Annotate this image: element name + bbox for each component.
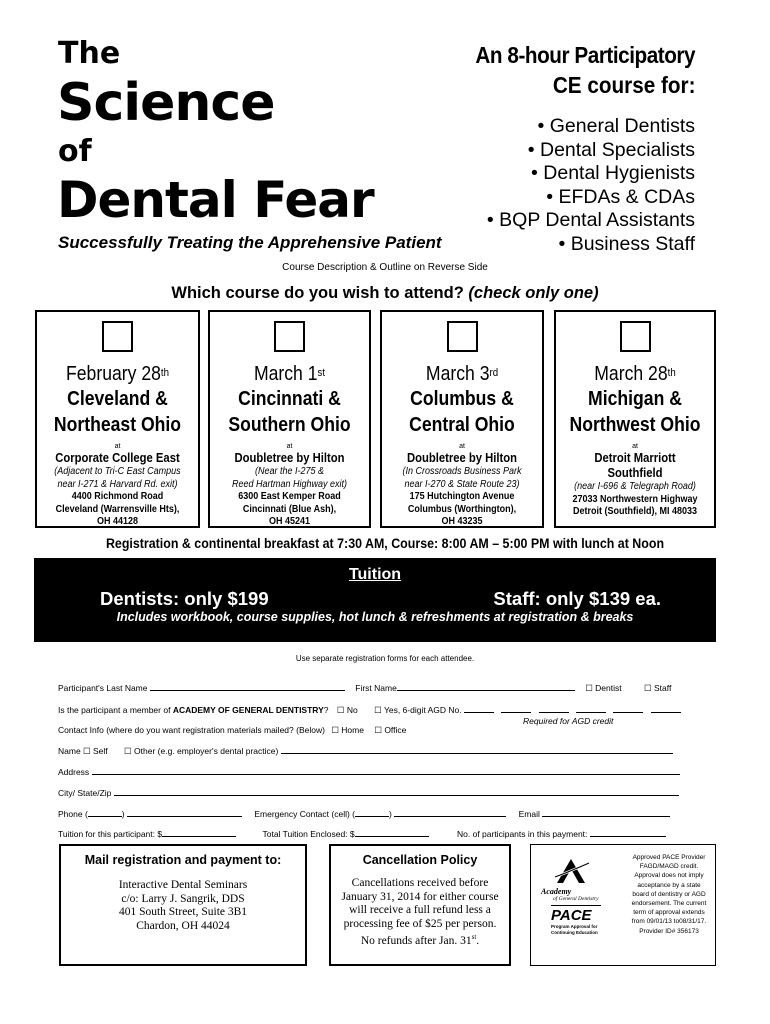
form-row-contact (58, 725, 406, 736)
form-row-city (58, 788, 679, 798)
contact-label: Contact Info (where do you want registration materials mailed? (Below) (58, 725, 325, 735)
agd-logo-subtext: of General Dentistry (553, 896, 599, 902)
num-participants-label: No. of participants in this payment: (457, 829, 588, 839)
emergency-area-field[interactable] (355, 816, 389, 817)
course-checkbox[interactable] (620, 321, 651, 352)
course-checkbox[interactable] (102, 321, 133, 352)
form-row-agd (58, 705, 681, 716)
agd-logo-icon (551, 857, 591, 885)
audience-list (487, 115, 695, 256)
phone-field[interactable] (127, 816, 242, 817)
email-label: Email (518, 809, 540, 819)
course-venue-note: (near I-696 & Telegraph Road) (574, 481, 696, 492)
form-row-name (58, 683, 671, 694)
course-date: February 28th (66, 363, 169, 385)
course-at: at (459, 443, 465, 450)
audience-item: • Business Staff (558, 232, 695, 255)
cancellation-box (329, 844, 511, 966)
agd-digit-field[interactable] (464, 712, 494, 713)
title-dental-fear: Dental Fear (57, 171, 374, 229)
form-row-phone: Phone ( ) Emergency Contact (cell) ( ) Email (58, 809, 670, 819)
course-address: OH 45241 (268, 516, 311, 527)
course-address: OH 43235 (441, 516, 483, 527)
title-of: of (58, 134, 92, 169)
tuition-participant-field[interactable] (162, 836, 236, 837)
course-venue: Doubletree by Hilton (406, 451, 517, 465)
other-name-field[interactable] (281, 753, 673, 754)
name-self-checkbox[interactable]: Name ☐ Self (58, 746, 108, 756)
course-address: 175 Hutchington Avenue (409, 491, 515, 502)
course-description-note: Course Description & Outline on Reverse Side (282, 262, 488, 273)
address-label: Address (58, 767, 90, 777)
agd-logo-text: Academy (541, 887, 572, 896)
course-address: 27033 Northwestern Highway (572, 493, 698, 505)
cancellation-text: Cancellations received before January 31, 2014 for either course will receive a full refund less a processing fee of $25 per person. No refunds after Jan. 31st. (341, 877, 499, 947)
course-venue: Doubletree by Hilton (234, 451, 345, 465)
audience-item: • Dental Specialists (527, 138, 695, 161)
form-row-address (58, 767, 680, 777)
title-the: The (58, 36, 121, 71)
emergency-field[interactable] (394, 816, 506, 817)
pace-logo-sub2: Continuing Education (551, 930, 598, 935)
city-field[interactable] (114, 795, 679, 796)
course-address: 4400 Richmond Road (71, 491, 164, 502)
phone-label: Phone ( (58, 809, 88, 819)
course-city: Michigan & (588, 388, 682, 410)
agd-question: Is the participant a member of ACADEMY OF GENERAL DENTISTRY? (58, 705, 329, 715)
email-field[interactable] (542, 816, 670, 817)
course-region: Northwest Ohio (569, 414, 701, 436)
audience-item: • BQP Dental Assistants (486, 209, 695, 231)
course-venue-note: (Near the I-275 & (254, 466, 325, 477)
course-date: March 1st (253, 363, 326, 385)
pace-approval-text: Approved PACE Provider FAGD/MAGD credit. Approval does not imply acceptance by a state board of dentistry or AGD endorsement. The current term of approval extends from 09/01/13 to08/31/17. Provider ID# 356173 (631, 854, 707, 935)
course-box-columbus (380, 310, 544, 528)
course-box-michigan (554, 310, 716, 528)
which-course-heading (0, 284, 770, 303)
course-city: Cincinnati & (238, 388, 341, 410)
total-tuition-label: Total Tuition Enclosed: $ (262, 829, 355, 839)
course-venue-note: Reed Hartman Highway exit) (231, 478, 348, 490)
course-checkbox[interactable] (274, 321, 305, 352)
which-course-question: Which course do you wish to attend? (171, 284, 464, 302)
ce-heading-line1: An 8-hour Participatory (475, 42, 695, 68)
which-course-note: (check only one) (468, 284, 599, 302)
course-address: Cleveland (Warrensville Hts), (55, 503, 180, 515)
tuition-heading: Tuition (348, 566, 402, 583)
staff-checkbox[interactable]: ☐ Staff (644, 683, 672, 693)
pace-box (530, 844, 716, 966)
pace-logo-sub1: Program Approval for (551, 924, 598, 929)
title-science: Science (57, 73, 275, 133)
course-region: Central Ohio (409, 414, 515, 436)
total-tuition-field[interactable] (355, 836, 429, 837)
course-box-cleveland (35, 310, 200, 528)
tuition-staff: Staff: only $139 ea. (493, 588, 661, 609)
agd-yes-checkbox[interactable]: ☐ Yes, 6-digit AGD No. (374, 705, 462, 715)
course-at: at (114, 443, 121, 450)
home-checkbox[interactable]: ☐ Home (331, 725, 364, 735)
agd-digit-field[interactable] (576, 712, 606, 713)
course-address: 6300 East Kemper Road (238, 491, 341, 502)
subtitle: Successfully Treating the Apprehensive Patient (58, 233, 442, 252)
pace-logo-rule (551, 905, 601, 906)
form-row-tuition (58, 829, 666, 839)
course-city: Columbus & (410, 388, 514, 410)
first-name-label: First Name (355, 683, 397, 693)
audience-item: • EFDAs & CDAs (546, 185, 695, 208)
course-venue-note: near I-271 & Harvard Rd. exit) (57, 478, 178, 490)
phone-area-field[interactable] (88, 816, 122, 817)
city-label: City/ State/Zip (58, 788, 112, 798)
office-checkbox[interactable]: ☐ Office (374, 725, 407, 735)
course-venue: Southfield (607, 466, 663, 480)
tuition-banner (34, 558, 716, 642)
course-region: Southern Ohio (228, 414, 351, 436)
course-region: Northeast Ohio (53, 414, 182, 436)
first-name-field[interactable] (397, 690, 575, 691)
course-venue-note: near I-270 & State Route 23) (404, 478, 520, 490)
emergency-label: Emergency Contact (cell) ( (254, 809, 355, 819)
course-checkbox[interactable] (447, 321, 478, 352)
last-name-field[interactable] (150, 690, 345, 691)
pace-logo-text: PACE (551, 907, 592, 924)
course-venue-note: (Adjacent to Tri-C East Campus (54, 466, 181, 477)
agd-digit-field[interactable] (651, 712, 681, 713)
course-address: Cincinnati (Blue Ash), (242, 503, 337, 515)
last-name-label: Participant's Last Name (58, 683, 148, 693)
separate-forms-note: Use separate registration forms for each attendee. (295, 654, 475, 663)
course-venue: Detroit Marriott (594, 451, 676, 465)
course-at: at (632, 443, 638, 450)
registration-time: Registration & continental breakfast at 7:30 AM, Course: 8:00 AM – 5:00 PM with lunch at Noon (105, 536, 665, 551)
dentist-checkbox[interactable]: ☐ Dentist (585, 683, 622, 693)
course-city: Cleveland & (67, 388, 168, 410)
course-date: March 3rd (425, 363, 499, 385)
agd-required-note: Required for AGD credit (523, 716, 614, 726)
agd-digit-field[interactable] (539, 712, 569, 713)
audience-item: • Dental Hygienists (531, 162, 695, 184)
tuition-includes: Includes workbook, course supplies, hot lunch & refreshments at registration & breaks (116, 610, 634, 624)
agd-digit-field[interactable] (501, 712, 531, 713)
course-date: March 28th (594, 363, 676, 385)
mail-box (59, 844, 307, 966)
mail-heading: Mail registration and payment to: (84, 853, 282, 867)
other-checkbox[interactable]: ☐ Other (e.g. employer's dental practice) (124, 746, 279, 756)
address-field[interactable] (92, 774, 680, 775)
course-address: OH 44128 (96, 516, 139, 527)
course-at: at (286, 443, 293, 450)
agd-no-checkbox[interactable]: ☐ No (336, 705, 358, 715)
mail-address: Interactive Dental Seminars c/o: Larry J. Sangrik, DDS 401 South Street, Suite 3B1 Chardon, OH 44024 (118, 879, 248, 932)
course-address: Columbus (Worthington), (407, 503, 517, 515)
cancellation-heading: Cancellation Policy (362, 853, 478, 867)
num-participants-field[interactable] (590, 836, 666, 837)
tuition-dentists: Dentists: only $199 (100, 588, 269, 609)
course-box-cincinnati (208, 310, 371, 528)
course-address: Detroit (Southfield), MI 48033 (572, 506, 698, 517)
audience-item: • General Dentists (537, 115, 695, 137)
agd-digit-field[interactable] (613, 712, 643, 713)
form-row-name-type (58, 746, 673, 757)
ce-heading-line2: CE course for: (552, 72, 695, 98)
course-venue: Corporate College East (55, 451, 180, 465)
course-venue-note: (In Crossroads Business Park (402, 466, 522, 477)
tuition-participant-label: Tuition for this participant: $ (58, 829, 163, 839)
